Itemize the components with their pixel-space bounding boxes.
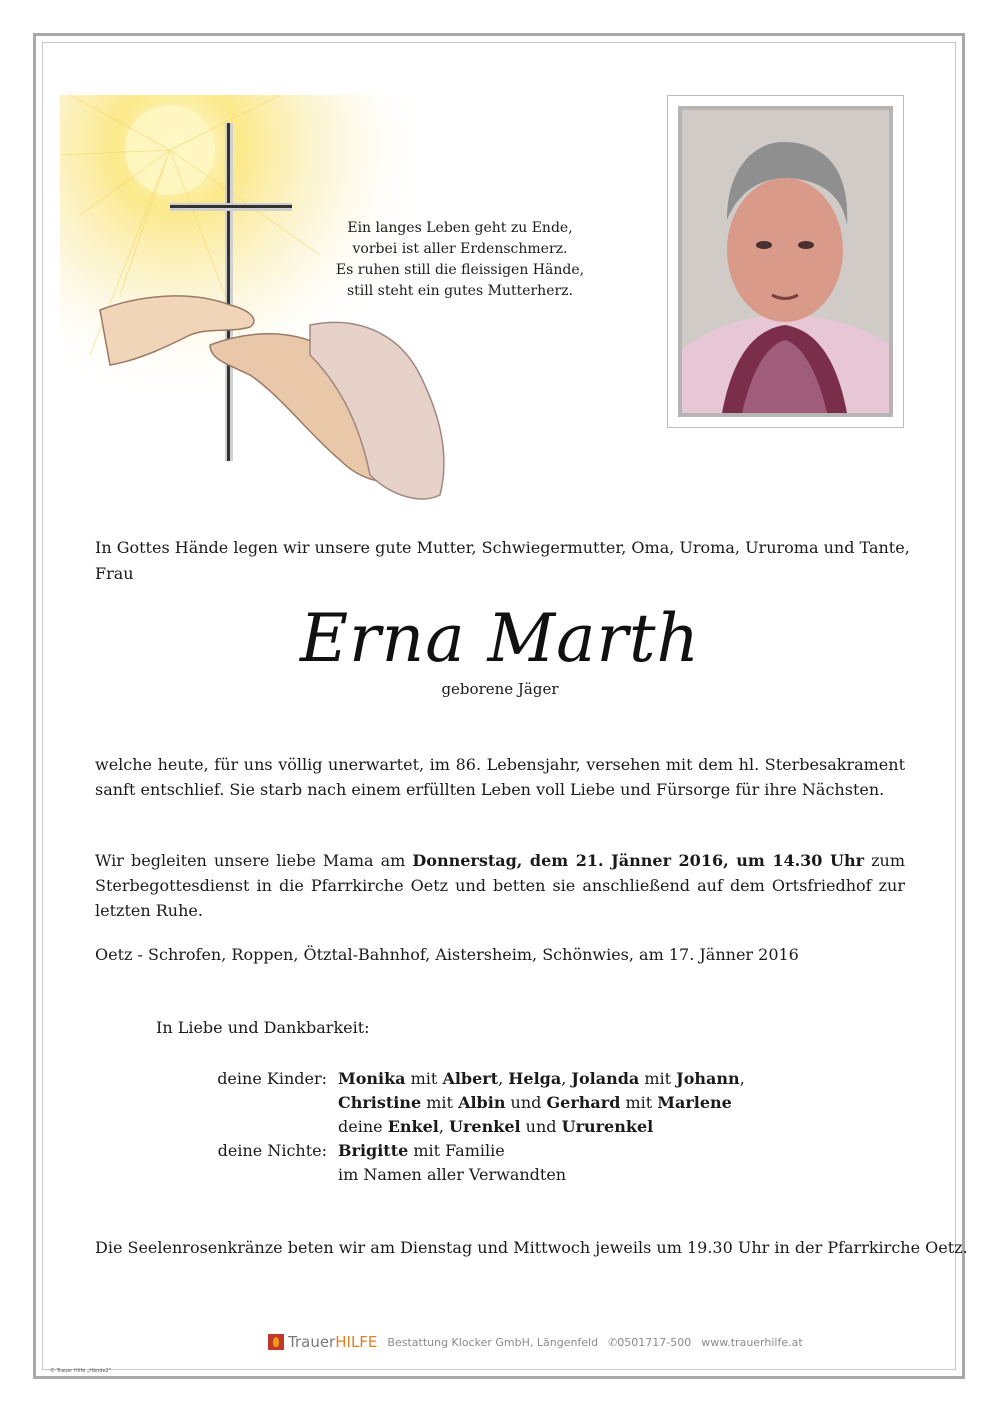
brand-trauer: Trauer <box>288 1333 336 1351</box>
name: Urenkel <box>449 1117 521 1136</box>
poem <box>330 218 590 302</box>
portrait-photo <box>682 110 889 413</box>
connector: mit Familie <box>408 1141 505 1160</box>
children-names <box>338 1067 745 1091</box>
funeral-text: Wir begleiten unsere liebe Mama am <box>95 851 413 870</box>
portrait-frame <box>667 95 904 428</box>
funeral-paragraph <box>95 848 905 923</box>
connector: und <box>505 1093 547 1112</box>
rosary-notice: Die Seelenrosenkränze beten wir am Dienstag und Mittwoch jeweils um 19.30 Uhr in der Pfarrkirche Oetz. <box>95 1238 968 1257</box>
copyright-note: © Trauer Hilfe „Hände2“ <box>50 1368 112 1374</box>
funeral-datetime: Donnerstag, dem 21. Jänner 2016, um 14.30 Uhr <box>412 851 865 870</box>
website-link[interactable]: www.trauerhilfe.at <box>701 1335 803 1349</box>
niece-names <box>338 1139 505 1163</box>
name: Christine <box>338 1093 422 1112</box>
name: Ururenkel <box>561 1117 654 1136</box>
name: Helga <box>508 1069 562 1088</box>
name: Monika <box>338 1069 406 1088</box>
place-date: Oetz - Schrofen, Roppen, Ötztal-Bahnhof, Aistersheim, Schönwies, am 17. Jänner 2016 <box>95 945 799 964</box>
children-label: deine Kinder: <box>217 1069 327 1088</box>
family-row <box>0 1163 1000 1187</box>
portrait-mat <box>678 106 893 417</box>
funeral-text-rest: zum Sterbegottesdienst in die Pfarrkirche Oetz und betten sie anschließend auf dem Ortsfriedhof zur letzten Ruhe. <box>95 851 905 920</box>
trauerhilfe-logo-icon <box>268 1334 284 1350</box>
phone-number[interactable]: ✆0501717-500 <box>608 1335 692 1349</box>
name: Jolanda <box>571 1069 640 1088</box>
cross-hands-illustration <box>60 95 480 525</box>
love-line: In Liebe und Dankbarkeit: <box>156 1018 370 1037</box>
connector: und <box>520 1117 562 1136</box>
poem-line: Es ruhen still die fleissigen Hände, <box>335 262 585 278</box>
company-name: Bestattung Klocker GmbH, Längenfeld <box>387 1335 599 1349</box>
family-row <box>0 1067 1000 1091</box>
intro-text: In Gottes Hände legen wir unsere gute Mutter, Schwiegermutter, Oma, Uroma, Ururoma und Tante, Frau <box>95 538 910 583</box>
connector: deine <box>338 1117 388 1136</box>
birth-name: geborene Jäger <box>441 680 559 698</box>
niece-label: deine Nichte: <box>217 1141 327 1160</box>
name: Johann <box>676 1069 740 1088</box>
grandchildren <box>338 1115 653 1139</box>
death-notice-paragraph: welche heute, für uns völlig unerwartet, im 86. Lebensjahr, versehen mit dem hl. Sterbesakrament sanft entschlief. Sie starb nach einem erfüllten Leben voll Liebe und Fürsorge für ihre Nächsten. <box>95 755 905 799</box>
footer <box>268 1332 803 1352</box>
name: Gerhard <box>546 1093 621 1112</box>
name: Albin <box>458 1093 506 1112</box>
connector: mit <box>639 1069 677 1088</box>
name: Albert <box>442 1069 499 1088</box>
relatives-line: im Namen aller Verwandten <box>338 1165 567 1184</box>
connector: mit <box>405 1069 443 1088</box>
family-row <box>0 1139 1000 1163</box>
deceased-name: Erna Marth <box>299 600 701 677</box>
name: Brigitte <box>338 1141 409 1160</box>
poem-line: vorbei ist aller Erdenschmerz. <box>352 241 568 257</box>
poem-line: Ein langes Leben geht zu Ende, <box>347 220 573 236</box>
name: Enkel <box>387 1117 439 1136</box>
brand-hilfe: HILFE <box>335 1333 378 1351</box>
connector: , <box>561 1069 572 1088</box>
family-row <box>0 1115 1000 1139</box>
connector: , <box>498 1069 509 1088</box>
family-row <box>0 1091 1000 1115</box>
poem-line: still steht ein gutes Mutterherz. <box>346 283 574 299</box>
connector: mit <box>620 1093 658 1112</box>
name: Marlene <box>657 1093 732 1112</box>
connector: mit <box>421 1093 459 1112</box>
connector: , <box>438 1117 450 1136</box>
connector: , <box>739 1069 745 1088</box>
children-names <box>338 1091 732 1115</box>
